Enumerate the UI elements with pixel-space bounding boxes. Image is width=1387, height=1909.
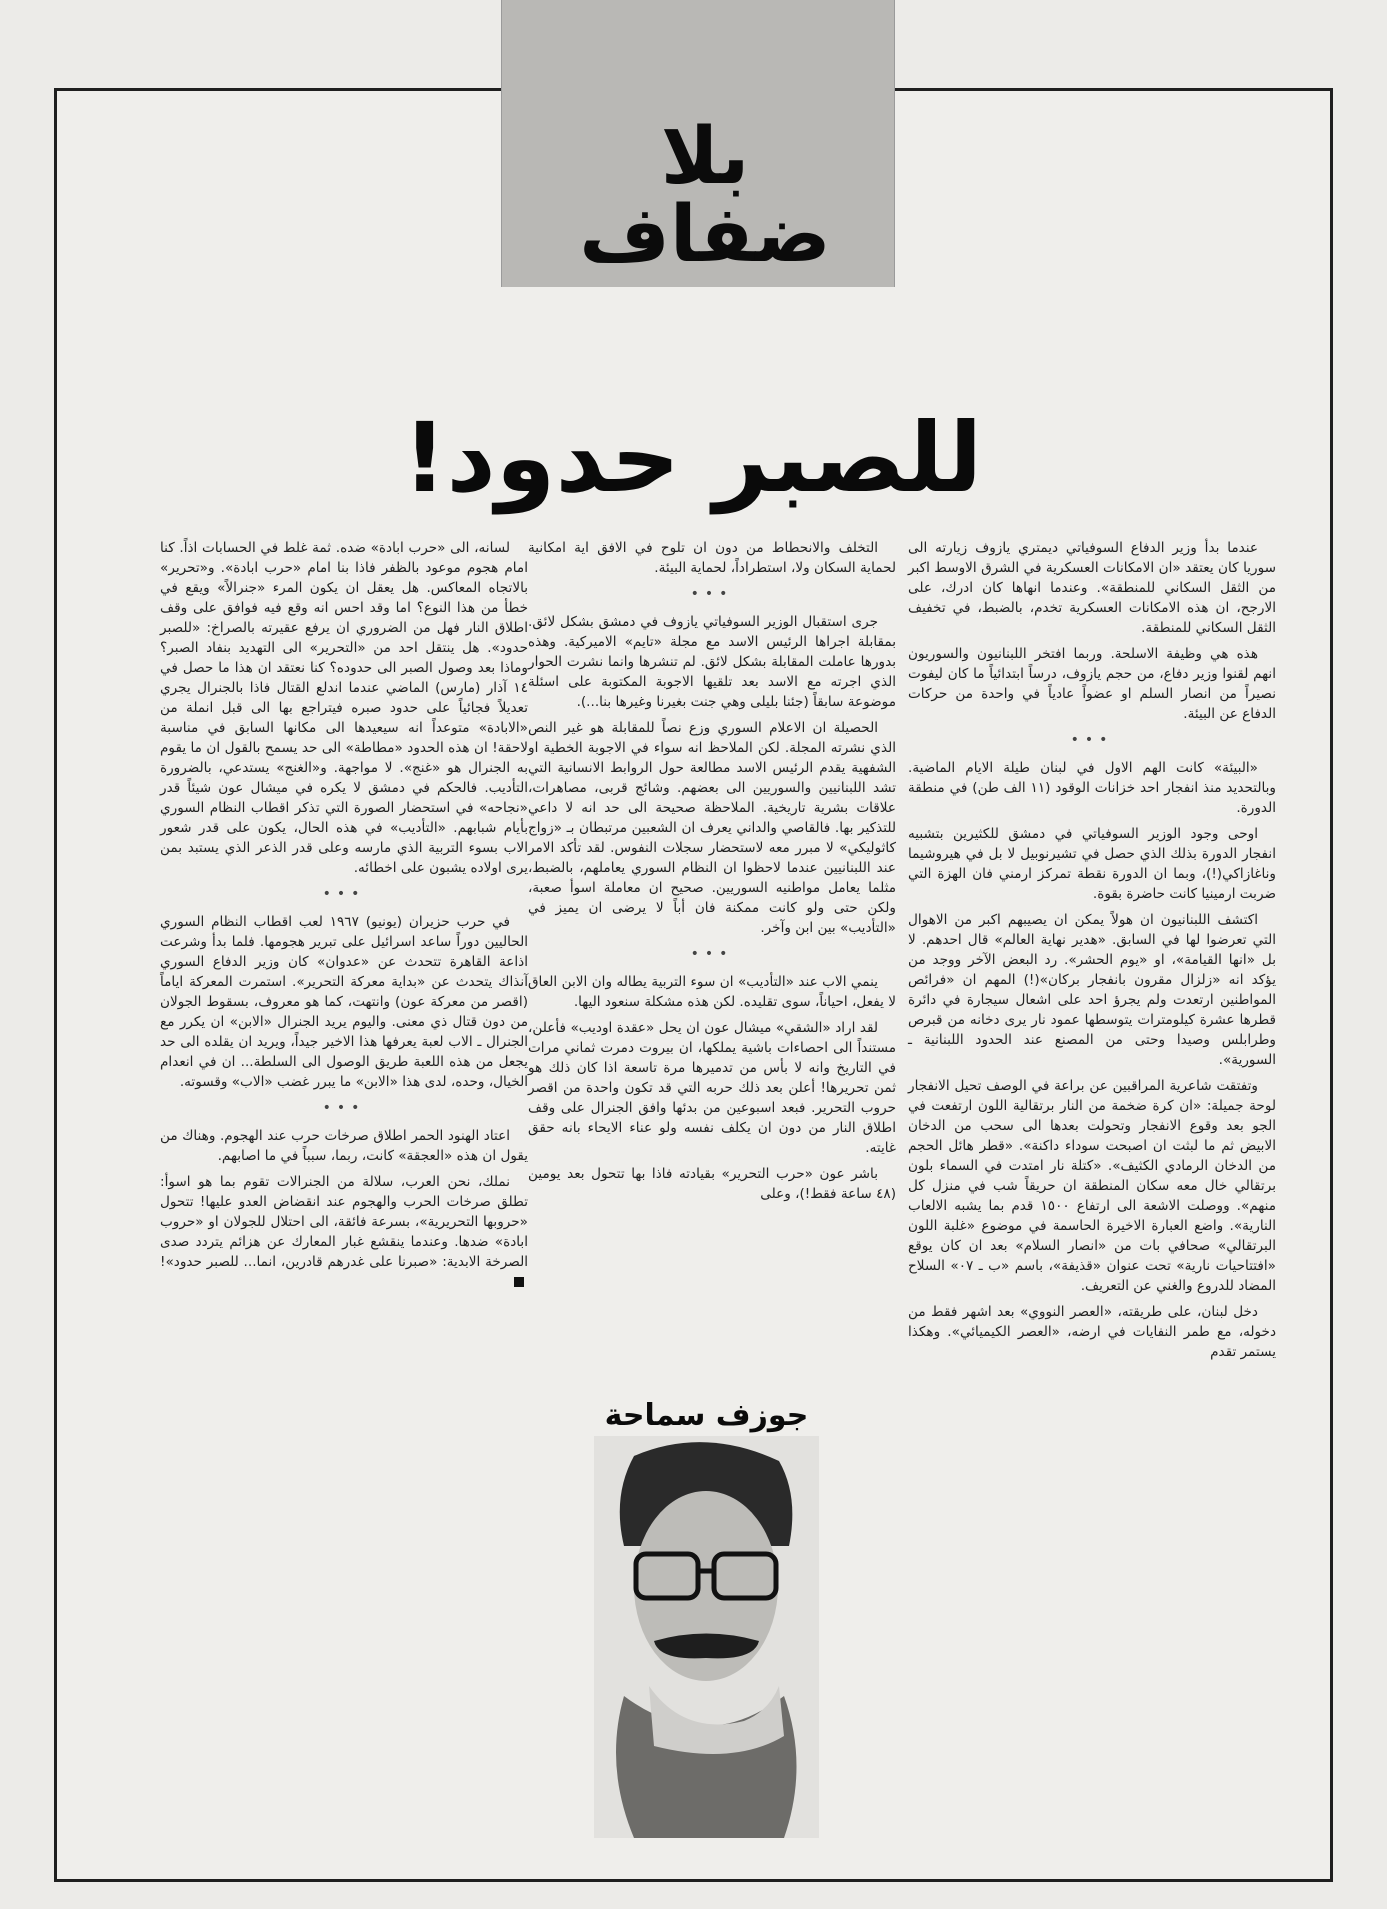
author-name: جوزف سماحة — [604, 1398, 809, 1433]
paragraph: باشر عون «حرب التحرير» بقيادته فاذا بها تتحول بعد يومين (٤٨ ساعة فقط!)، وعلى — [528, 1166, 896, 1202]
paragraph: اعتاد الهنود الحمر اطلاق صرخات حرب عند الهجوم. وهناك من يقول ان هذه «العجقة» كانت، ربما، سبباً في ما اصابهم. — [160, 1128, 528, 1164]
author-portrait-icon — [594, 1436, 819, 1838]
author-photo — [594, 1436, 819, 1838]
text-column-left — [160, 538, 528, 1298]
section-separator: ••• — [690, 946, 734, 962]
paragraph: وتفتقت شاعرية المراقبين عن براعة في الوصف تحيل الانفجار لوحة جميلة: «ان كرة ضخمة من النار برتقالية اللون ارتفعت في الجو بعد وقوع الانفجار وتحولت بعدها الى سحب من الدخان الابيض ثم ما لبثت ان اصبحت سوداء داكنة». «قطر هائل الحجم من الدخان الرمادي الكثيف». «كتلة نار امتدت في السماء بلون برتقالي خال معه سكان المنطقة ان حريقاً شب في منزل كل منهم». ووصلت الاشعة الى ارتفاع ١٥٠٠ قدم بما يشبه الالعاب النارية». واضع العبارة الاخيرة الحاسمة في موضوع «غلبة اللون البرتقالي» صحافي بات من «انصار السلام» بعد ان كان يوقع «افتتاحيات نارية» تحت عنوان «قذيفة»، باسم «ب ـ ٠٧» السلاح المضاد للدروع والغني عن التعريف. — [908, 1078, 1277, 1294]
paragraph: التخلف والانحطاط من دون ان تلوح في الافق اية امكانية لحماية السكان ولا، استطراداً، لحماية البيئة. — [528, 540, 896, 576]
text-column-middle — [528, 538, 896, 1210]
paragraph: عندما بدأ وزير الدفاع السوفياتي ديمتري يازوف زيارته الى سوريا كان يعتقد «ان الامكانات العسكرية في الشرق الاوسط اكبر من الثقل السكاني للمنطقة». وعندما انهاها كان ادرك، على الارجح، ان هذه الامكانات العسكرية تخدم، بالضبط، في تخفيف الثقل السكاني للمنطقة. — [908, 540, 1276, 636]
paragraph: هذه هي وظيفة الاسلحة. وربما افتخر اللبنانيون والسوريون انهم لقنوا وزير دفاع، من حجم يازوف، درساً ابتدائياً ما كان ليفوت نصيراً من انصار السلم او عضواً عادياً في واحدة من حركات الدفاع عن البيئة. — [908, 646, 1276, 722]
column-name: بلا ضفاف — [579, 112, 831, 280]
paragraph: اكتشف اللبنانيون ان هولاً يمكن ان يصيبهم اكبر من الاهوال التي تعرضوا لها في السابق. «هدير نهاية العالم» قال احدهم. لا بل «انها القيامة»، او «يوم الحشر». رد البعض الآخر ووجد من يؤكد انه «زلزال مقرون بانفجار بركان»(!) المهم ان «فرائص المواطنين ارتعدت ولم يجرؤ احد على اشعال سيجارة في دائرة قطرها عشرة كيلومترات يتوسطها عمود نار يرى دخانه من قبرص وطرابلس وصيدا وحتى من المصنع عند الحدود اللبنانية ـ السورية». — [908, 912, 1276, 1068]
paragraph: جرى استقبال الوزير السوفياتي يازوف في دمشق بشكل لائق. بمقابلة اجراها الرئيس الاسد مع مجلة «تايم» الاميركية. وهذه بدورها عاملت المقابلة بشكل لائق. لم تنشرها وانما نشرت الحوار الذي اجرته مع الاسد بعد تلقيها الاجوبة المكتوبة على اسئلة موضوعة سابقاً (جئنا بليلى وهي جنت بغيرنا وغيرها بنا...). — [528, 614, 896, 710]
article-text-end: نملك، نحن العرب، سلالة من الجنرالات تقوم بما هو اسوأ: تطلق صرخات الحرب والهجوم عند انقضاض العدو عليها! تتحول «حروبها التحريرية»، بسرعة فائقة، الى احتلال للجولان او «حروب ابادة» ضدها. وعندما ينقشع غبار المعارك عن هزائم يتردد صدى الصرخة الابدية: «صبرنا على غدرهم قادرين، انما... للصبر حدود»! — [160, 1174, 528, 1270]
paragraph: ينمي الاب عند «التأديب» ان سوء التربية يطاله وان الابن العاق لا يفعل، احياناً، سوى تقليده. لكن هذه مشكلة سنعود اليها. — [528, 974, 896, 1010]
paragraph: «البيئة» كانت الهم الاول في لبنان طيلة الايام الماضية. وبالتحديد منذ انفجار احد خزانات الوقود (١١ الف طن) في منطقة الدورة. — [908, 760, 1276, 816]
section-separator: ••• — [322, 1100, 366, 1116]
paragraph: اوحى وجود الوزير السوفياتي في دمشق للكثيرين بتشبيه انفجار الدورة بذلك الذي حصل في تشيرنوبيل لا بل في هيروشيما وناغازاكي(!)، وبما ان الدورة نقطة تمركز ارمني فان الهزة التي ضربت ارمينيا كانت حاضرة بقوة. — [908, 826, 1276, 902]
paragraph: لسانه، الى «حرب ابادة» ضده. ثمة غلط في الحسابات اذاً. كنا امام هجوم موعود بالظفر فاذا بنا امام «حرب ابادة». و«تحرير» بالاتجاه المعاكس. هل يعقل ان يكون المرء «جنرالاً» ويقع في خطأ من هذا النوع؟ اما وقد احس انه وقع فيه فوافق على وقف اطلاق النار فهل من الضروري ان يرفع عقيرته بالصراخ: «للصبر حدود». هل ينتقل احد من «التحرير» الى التهديد بنفاد الصبر؟ وماذا بعد وصول الصبر الى حدوده؟ كنا نعتقد ان هذا ما حصل في ١٤ آذار (مارس) الماضي عندما اندلع القتال فاذا بالجنرال يجري تعديلاً فجائياً على حدود صبره فيتراجع بها الى قبل انملة من «الابادة» متوعداً انه سيعيدها الى مكانها السابق في مناسبة لاحقة! ان هذه الحدود «مطاطة» الى حد يسمح بالقول ان ما يقوم به الجنرال هو «غنج». لا مواجهة. و«الغنج» يستدعي، بالضرورة التأديب. فالحكم في دمشق لا يكره في ميشال عون شيئاً قدر «نجاحه» في استحضار الصورة التي تذكر اقطاب النظام السوري بأيام شبابهم. «التأديب» في هذه الحال، يكون على قدر شعور الاب بسوء التربية الذي مارسه وعلى قدر الذعر الذي يستبد بمن يرى اولاده يشبون على اخطائه. — [160, 540, 528, 876]
paragraph: دخل لبنان، على طريقته، «العصر النووي» بعد اشهر فقط من دخوله، مع طمر النفايات في ارضه، «العصر الكيميائي». وهكذا يستمر تقدم — [908, 1304, 1276, 1360]
paragraph: لقد اراد «الشقي» ميشال عون ان يحل «عقدة اوديب» فأعلن، مستنداً الى احصاءات باشية يملكها، ان بيروت دمرت ثماني مرات في التاريخ وانه لا بأس من تدميرها مرة تاسعة اذا كان ذلك هو ثمن تحريرها! أعلن بعد ذلك حربه التي قد تكون واحدة من اقصر حروب التحرير. فبعد اسبوعين من بدئها وافق الجنرال على وقف اطلاق النار من دون ان يكلف نفسه ولو عناء الايحاء بانه حقق غايته. — [528, 1020, 896, 1156]
section-separator: ••• — [690, 586, 734, 602]
paragraph — [160, 1172, 528, 1292]
section-separator: ••• — [322, 886, 366, 902]
paragraph: الحصيلة ان الاعلام السوري وزع نصاً للمقابلة هو غير النص الذي نشرته المجلة. لكن الملاحظ انه سواء في الاجوبة الخطية او الشفهية يقدم الرئيس الاسد مطالعة حول الروابط الانسانية التي تشد اللبنانيين والسوريين الى بعضهم. وشائج قربى، مصاهرات، علاقات بشرية تاريخية. الملاحظة صحيحة الى حد انه لا داعي للتذكير بها. فالقاصي والداني يعرف ان الشعبين مرتبطان بـ «زواج كاثوليكي» لا مبرر معه لاستحضار سجلات النفوس. لقد تأكد الامر عند اللبنانيين عندما لاحظوا ان النظام السوري يعاملهم، بالضبط، مثلما يعامل مواطنيه السوريين. صحيح ان معاملة اسوأ صعبة، ولكن حتى ولو كانت ممكنة فان أباً لا يرضى ان يميز في «التأديب» بين ابن وآخر. — [528, 720, 896, 936]
text-column-right — [908, 538, 1276, 1368]
paragraph: في حرب حزيران (يونيو) ١٩٦٧ لعب اقطاب النظام السوري الحاليين دوراً ساعد اسرائيل على تبرير هجومها. فلما بدأ وشرعت اذاعة القاهرة تتحدث عن «عدوان» كان وزير الدفاع السوري آنذاك يتحدث عن «بداية معركة التحرير». استمرت المعركة اياماً (اقصر من معركة عون) وانتهت، كما هو معروف، بسقوط الجولان من دون قتال ذي معنى. واليوم يريد الجنرال «الابن» ان يكرر مع الجنرال ـ الاب لعبة يعرفها هذا الاخير جيداً، ويريد ان يقلده الى حد يجعل من هذه اللعبة طريق الوصول الى السلطة... ان في انعدام الخيال، وحده، لدى هذا «الابن» ما يبرر غضب «الاب» وقسوته. — [160, 914, 528, 1090]
headline: للصبر حدود! — [402, 402, 983, 514]
end-mark-icon — [514, 1277, 524, 1287]
section-separator: ••• — [1070, 732, 1114, 748]
